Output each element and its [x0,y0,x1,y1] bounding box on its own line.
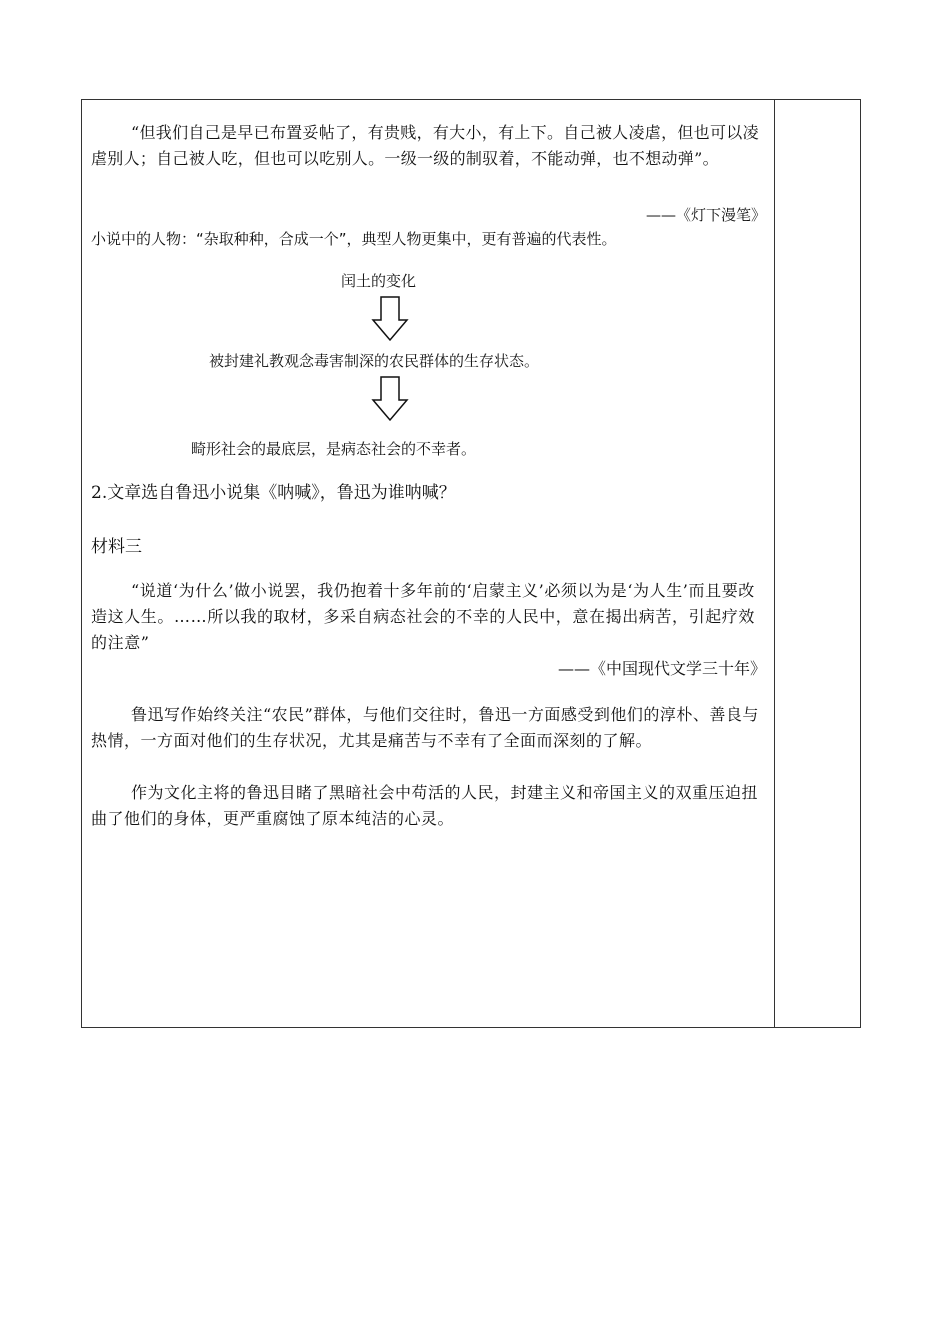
flow-step-3: 畸形社会的最底层，是病态社会的不幸者。 [191,440,477,458]
quote-dengxia: “但我们自己是早已布置妥帖了，有贵贱，有大小，有上下。自己被人凌虐，但也可以凌虐别人；自己被人吃，但也可以吃别人。一级一级的制驭着，不能动弹，也不想动弹”。 [91,123,759,168]
character-note: 小说中的人物：“杂取种种，合成一个”，典型人物更集中，更有普遍的代表性。 [91,230,617,248]
quote-dengxia-source: ——《灯下漫笔》 [645,206,766,224]
down-arrow-icon [371,376,409,422]
material-3-title: 材料三 [91,537,142,557]
paragraph-2: 作为文化主将的鲁迅目睹了黑暗社会中苟活的人民，封建主义和帝国主义的双重压迫扭曲了他们的身体，更严重腐蚀了原本纯洁的心灵。 [91,783,759,828]
down-arrow-icon [371,296,409,342]
question-2: 2.文章选自鲁迅小说集《呐喊》，鲁迅为谁呐喊？ [91,483,456,503]
material-3-source: ——《中国现代文学三十年》 [557,659,766,678]
paragraph-1: 鲁迅写作始终关注“农民”群体，与他们交往时，鲁迅一方面感受到他们的淳朴、善良与热情，一方面对他们的生存状况，尤其是痛苦与不幸有了全面而深刻的了解。 [91,705,759,750]
column-divider [774,100,775,1027]
material-3-quote: “说道‘为什么’做小说罢，我仍抱着十多年前的‘启蒙主义’必须以为是‘为人生’而且要改造这人生。……所以我的取材，多采自病态社会的不幸的人民中，意在揭出病苦，引起疗效的注意” [91,581,756,652]
flow-step-2: 被封建礼教观念毒害制深的农民群体的生存状态。 [209,352,540,370]
content-table [81,99,861,1028]
flow-step-1: 闰土的变化 [341,272,417,290]
